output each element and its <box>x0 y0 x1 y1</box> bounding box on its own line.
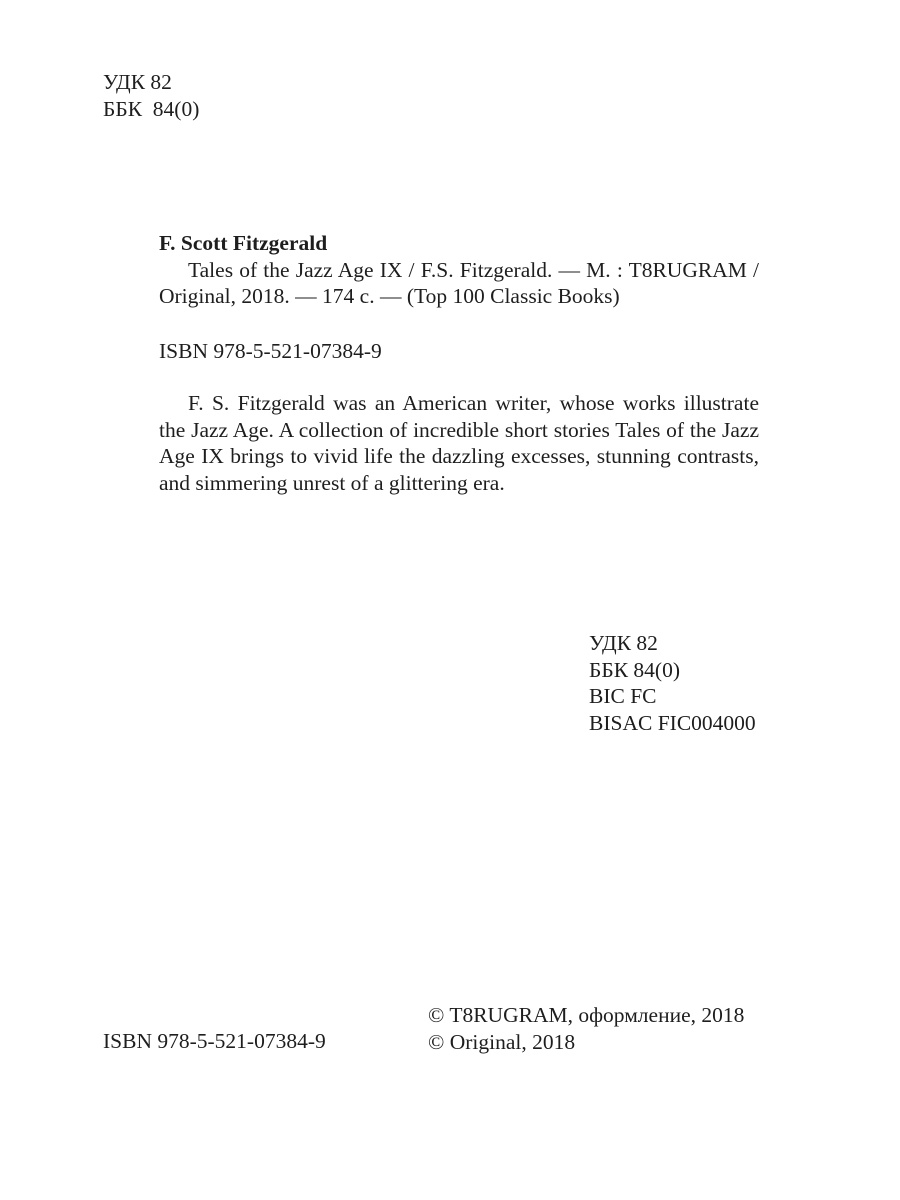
bibliographic-entry <box>159 230 759 310</box>
top-classification <box>103 69 199 122</box>
right-classification <box>589 630 756 736</box>
bibliographic-description: Tales of the Jazz Age IX / F.S. Fitzgerald. — M. : T8RUGRAM / Original, 2018. — 174 c. — (Top 100 Classic Books) <box>159 257 759 308</box>
copyright-publisher: © T8RUGRAM, оформление, 2018 <box>428 1003 745 1027</box>
udk-code-right: УДК 82 <box>589 631 658 655</box>
footer-isbn: ISBN 978-5-521-07384-9 <box>103 1029 326 1053</box>
bbk-code-right: ББК 84(0) <box>589 657 680 682</box>
copyright-original: © Original, 2018 <box>428 1029 576 1054</box>
bbk-code: ББК 84(0) <box>103 96 200 121</box>
udk-code: УДК 82 <box>103 70 172 94</box>
bisac-code: BISAC FIC004000 <box>589 710 756 735</box>
isbn-number: ISBN 978-5-521-07384-9 <box>159 339 382 363</box>
book-annotation: F. S. Fitzgerald was an American writer, whose works illustrate the Jazz Age. A collection of incredible short stories Tales of the Jazz Age IX brings to vivid life the dazzling excesses, stunning contrasts, and simmering unrest of a glittering era. <box>159 391 759 495</box>
bic-code: BIC FC <box>589 684 657 708</box>
copyright-block <box>428 1002 744 1055</box>
author-name: F. Scott Fitzgerald <box>159 231 328 255</box>
